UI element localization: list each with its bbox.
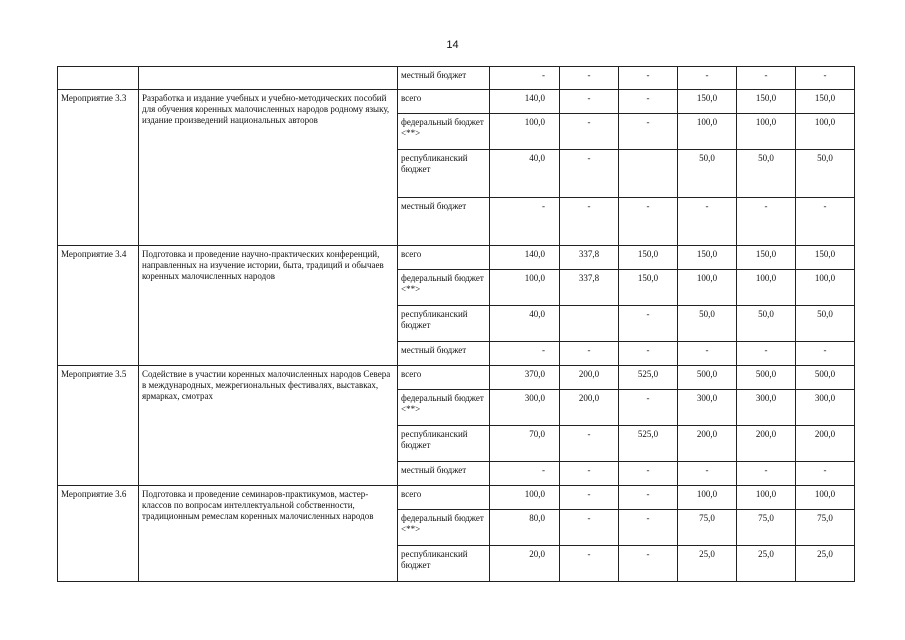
value-cell: 50,0 [678,306,737,342]
funding-source: всего [398,486,490,510]
table-row [58,366,855,390]
value-cell: - [560,546,619,582]
value-cell: 300,0 [796,390,855,426]
value-cell: - [560,342,619,366]
funding-source: всего [398,246,490,270]
value-cell: - [737,342,796,366]
value-cell: 100,0 [678,486,737,510]
value-cell: 25,0 [796,546,855,582]
value-cell: 200,0 [678,426,737,462]
value-cell: 40,0 [490,150,560,198]
value-cell: 100,0 [796,270,855,306]
value-cell: - [737,462,796,486]
value-cell: 70,0 [490,426,560,462]
value-cell: 370,0 [490,366,560,390]
value-cell: - [560,510,619,546]
value-cell: 150,0 [619,246,678,270]
value-cell: 150,0 [796,246,855,270]
value-cell: - [560,462,619,486]
value-cell: 140,0 [490,246,560,270]
value-cell: 25,0 [737,546,796,582]
value-cell: - [678,67,737,90]
value-cell: 140,0 [490,90,560,114]
measure-name [139,67,398,90]
value-cell: 100,0 [737,270,796,306]
value-cell: 100,0 [490,114,560,150]
funding-source: федеральный бюджет <**> [398,114,490,150]
measure-name: Содействие в участии коренных малочисленных народов Севера в международных, межрегиональных фестивалях, выставках, ярмарках, смотрах [139,366,398,486]
value-cell: 50,0 [678,150,737,198]
value-cell: - [737,198,796,246]
value-cell: 100,0 [737,114,796,150]
value-cell: - [560,114,619,150]
value-cell: - [490,67,560,90]
funding-source: местный бюджет [398,462,490,486]
value-cell: 100,0 [796,486,855,510]
funding-source: республиканский бюджет [398,546,490,582]
value-cell: 75,0 [678,510,737,546]
funding-source: федеральный бюджет <**> [398,270,490,306]
value-cell: - [796,462,855,486]
value-cell: - [678,462,737,486]
value-cell: 200,0 [796,426,855,462]
value-cell [560,306,619,342]
funding-source: всего [398,366,490,390]
value-cell: - [619,67,678,90]
value-cell: 50,0 [737,150,796,198]
value-cell: 100,0 [678,114,737,150]
value-cell: 150,0 [737,90,796,114]
value-cell: - [796,198,855,246]
measure-name: Подготовка и проведение семинаров-практикумов, мастер-классов по вопросам интеллектуальной собственности, традиционным ремеслам коренных малочисленных народов [139,486,398,582]
value-cell: - [560,90,619,114]
value-cell: - [560,150,619,198]
value-cell: - [490,198,560,246]
value-cell: 20,0 [490,546,560,582]
value-cell: - [619,462,678,486]
value-cell: - [560,426,619,462]
value-cell: 150,0 [678,246,737,270]
value-cell: - [619,486,678,510]
value-cell: 150,0 [737,246,796,270]
value-cell: 150,0 [678,90,737,114]
value-cell: - [560,486,619,510]
value-cell: 100,0 [737,486,796,510]
value-cell: - [619,198,678,246]
page-number: 14 [446,39,459,51]
value-cell: 25,0 [678,546,737,582]
value-cell: 80,0 [490,510,560,546]
table-row [58,486,855,510]
value-cell [619,150,678,198]
funding-source: республиканский бюджет [398,426,490,462]
value-cell: 200,0 [560,366,619,390]
budget-table [57,66,855,582]
value-cell: - [619,510,678,546]
value-cell: 200,0 [737,426,796,462]
value-cell: 525,0 [619,426,678,462]
funding-source: республиканский бюджет [398,150,490,198]
measure-code: Мероприятие 3.3 [58,90,139,246]
value-cell: 50,0 [796,150,855,198]
value-cell: - [678,198,737,246]
value-cell: - [796,342,855,366]
value-cell: 150,0 [619,270,678,306]
value-cell: - [737,67,796,90]
funding-source: федеральный бюджет <**> [398,510,490,546]
value-cell: - [490,462,560,486]
funding-source: местный бюджет [398,342,490,366]
value-cell: 300,0 [678,390,737,426]
measure-code: Мероприятие 3.5 [58,366,139,486]
measure-code [58,67,139,90]
value-cell: 300,0 [490,390,560,426]
value-cell: 100,0 [490,270,560,306]
value-cell: - [619,90,678,114]
value-cell: - [619,306,678,342]
value-cell: - [619,342,678,366]
value-cell: - [490,342,560,366]
value-cell: - [678,342,737,366]
table-row [58,90,855,114]
value-cell: 75,0 [737,510,796,546]
funding-source: местный бюджет [398,67,490,90]
value-cell: - [619,546,678,582]
value-cell: 500,0 [737,366,796,390]
funding-source: всего [398,90,490,114]
value-cell: - [619,390,678,426]
measure-name: Подготовка и проведение научно-практических конференций, направленных на изучение истории, быта, традиций и обычаев коренных малочисленных народов [139,246,398,366]
value-cell: 100,0 [490,486,560,510]
funding-source: республиканский бюджет [398,306,490,342]
value-cell: 50,0 [737,306,796,342]
funding-source: федеральный бюджет <**> [398,390,490,426]
value-cell: 75,0 [796,510,855,546]
value-cell: 500,0 [796,366,855,390]
value-cell: - [619,114,678,150]
value-cell: 300,0 [737,390,796,426]
value-cell: - [796,67,855,90]
table-row [58,246,855,270]
value-cell: 525,0 [619,366,678,390]
value-cell: 100,0 [678,270,737,306]
value-cell: 150,0 [796,90,855,114]
value-cell: 337,8 [560,246,619,270]
value-cell: 100,0 [796,114,855,150]
measure-code: Мероприятие 3.4 [58,246,139,366]
measure-code: Мероприятие 3.6 [58,486,139,582]
value-cell: - [560,198,619,246]
value-cell: 40,0 [490,306,560,342]
measure-name: Разработка и издание учебных и учебно-методических пособий для обучения коренных малочисленных народов родному языку, издание произведений национальных авторов [139,90,398,246]
value-cell: 50,0 [796,306,855,342]
value-cell: 337,8 [560,270,619,306]
value-cell: 200,0 [560,390,619,426]
table-row [58,67,855,90]
value-cell: - [560,67,619,90]
value-cell: 500,0 [678,366,737,390]
funding-source: местный бюджет [398,198,490,246]
